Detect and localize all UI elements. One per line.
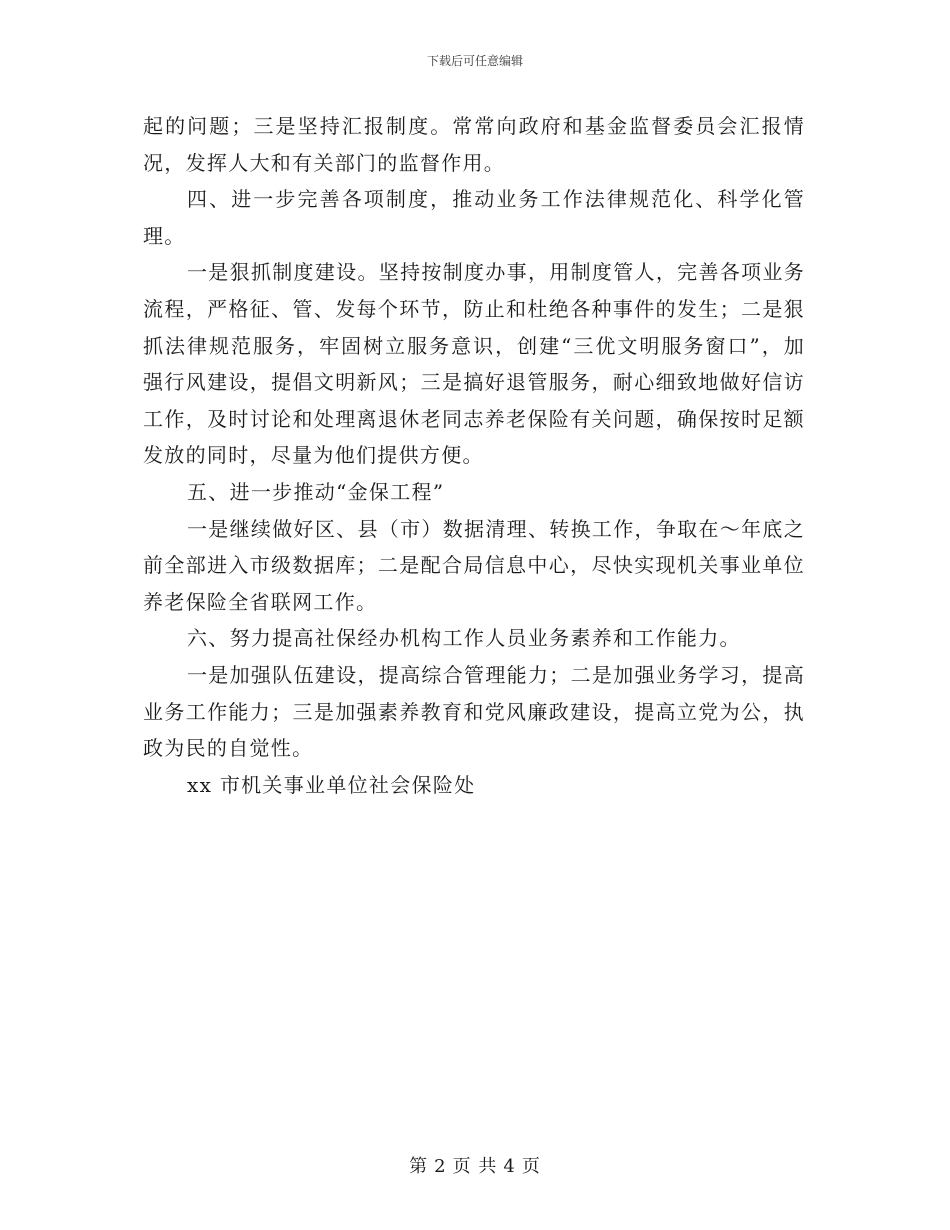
signature-line: xx 市机关事业单位社会保险处: [187, 772, 476, 797]
paragraph: 一是加强队伍建设，提高综合管理能力；二是加强业务学习，提高业务工作能力；三是加强素养教育和党风廉政建设，提高立党为公，执政为民的自觉性。: [143, 662, 805, 761]
footer-suffix: 页: [521, 1156, 541, 1177]
paragraph: 起的问题；三是坚持汇报制度。常常向政府和基金监督委员会汇报情况，发挥人大和有关部门的监督作用。: [143, 114, 805, 175]
page-header: 下载后可任意编辑: [426, 54, 523, 68]
paragraph: 一是狠抓制度建设。坚持按制度办事，用制度管人，完善各项业务流程，严格征、管、发每个环节，防止和杜绝各种事件的发生；二是狠抓法律规范服务，牢固树立服务意识，创建“三优文明服务窗口”，加强行风建设，提倡文明新风；三是搞好退管服务，耐心细致地做好信访工作，及时讨论和处理离退休老同志养老保险有关问题，确保按时足额发放的同时，尽量为他们提供方便。: [143, 260, 805, 468]
footer-middle: 页 共: [452, 1156, 498, 1177]
section-heading: 五、进一步推动“金保工程”: [187, 479, 445, 504]
footer-prefix: 第: [409, 1156, 429, 1177]
section-heading: 四、进一步完善各项制度，推动业务工作法律规范化、科学化管理。: [143, 187, 805, 248]
total-page-count: 4: [503, 1156, 516, 1177]
section-heading: 六、努力提高社保经办机构工作人员业务素养和工作能力。: [187, 626, 741, 651]
paragraph: 一是继续做好区、县（市）数据清理、转换工作，争取在～年底之前全部进入市级数据库；二是配合局信息中心，尽快实现机关事业单位养老保险全省联网工作。: [143, 516, 805, 614]
document-body: [143, 108, 805, 803]
current-page-number: 2: [434, 1156, 447, 1177]
page-number-footer: [0, 1152, 950, 1178]
